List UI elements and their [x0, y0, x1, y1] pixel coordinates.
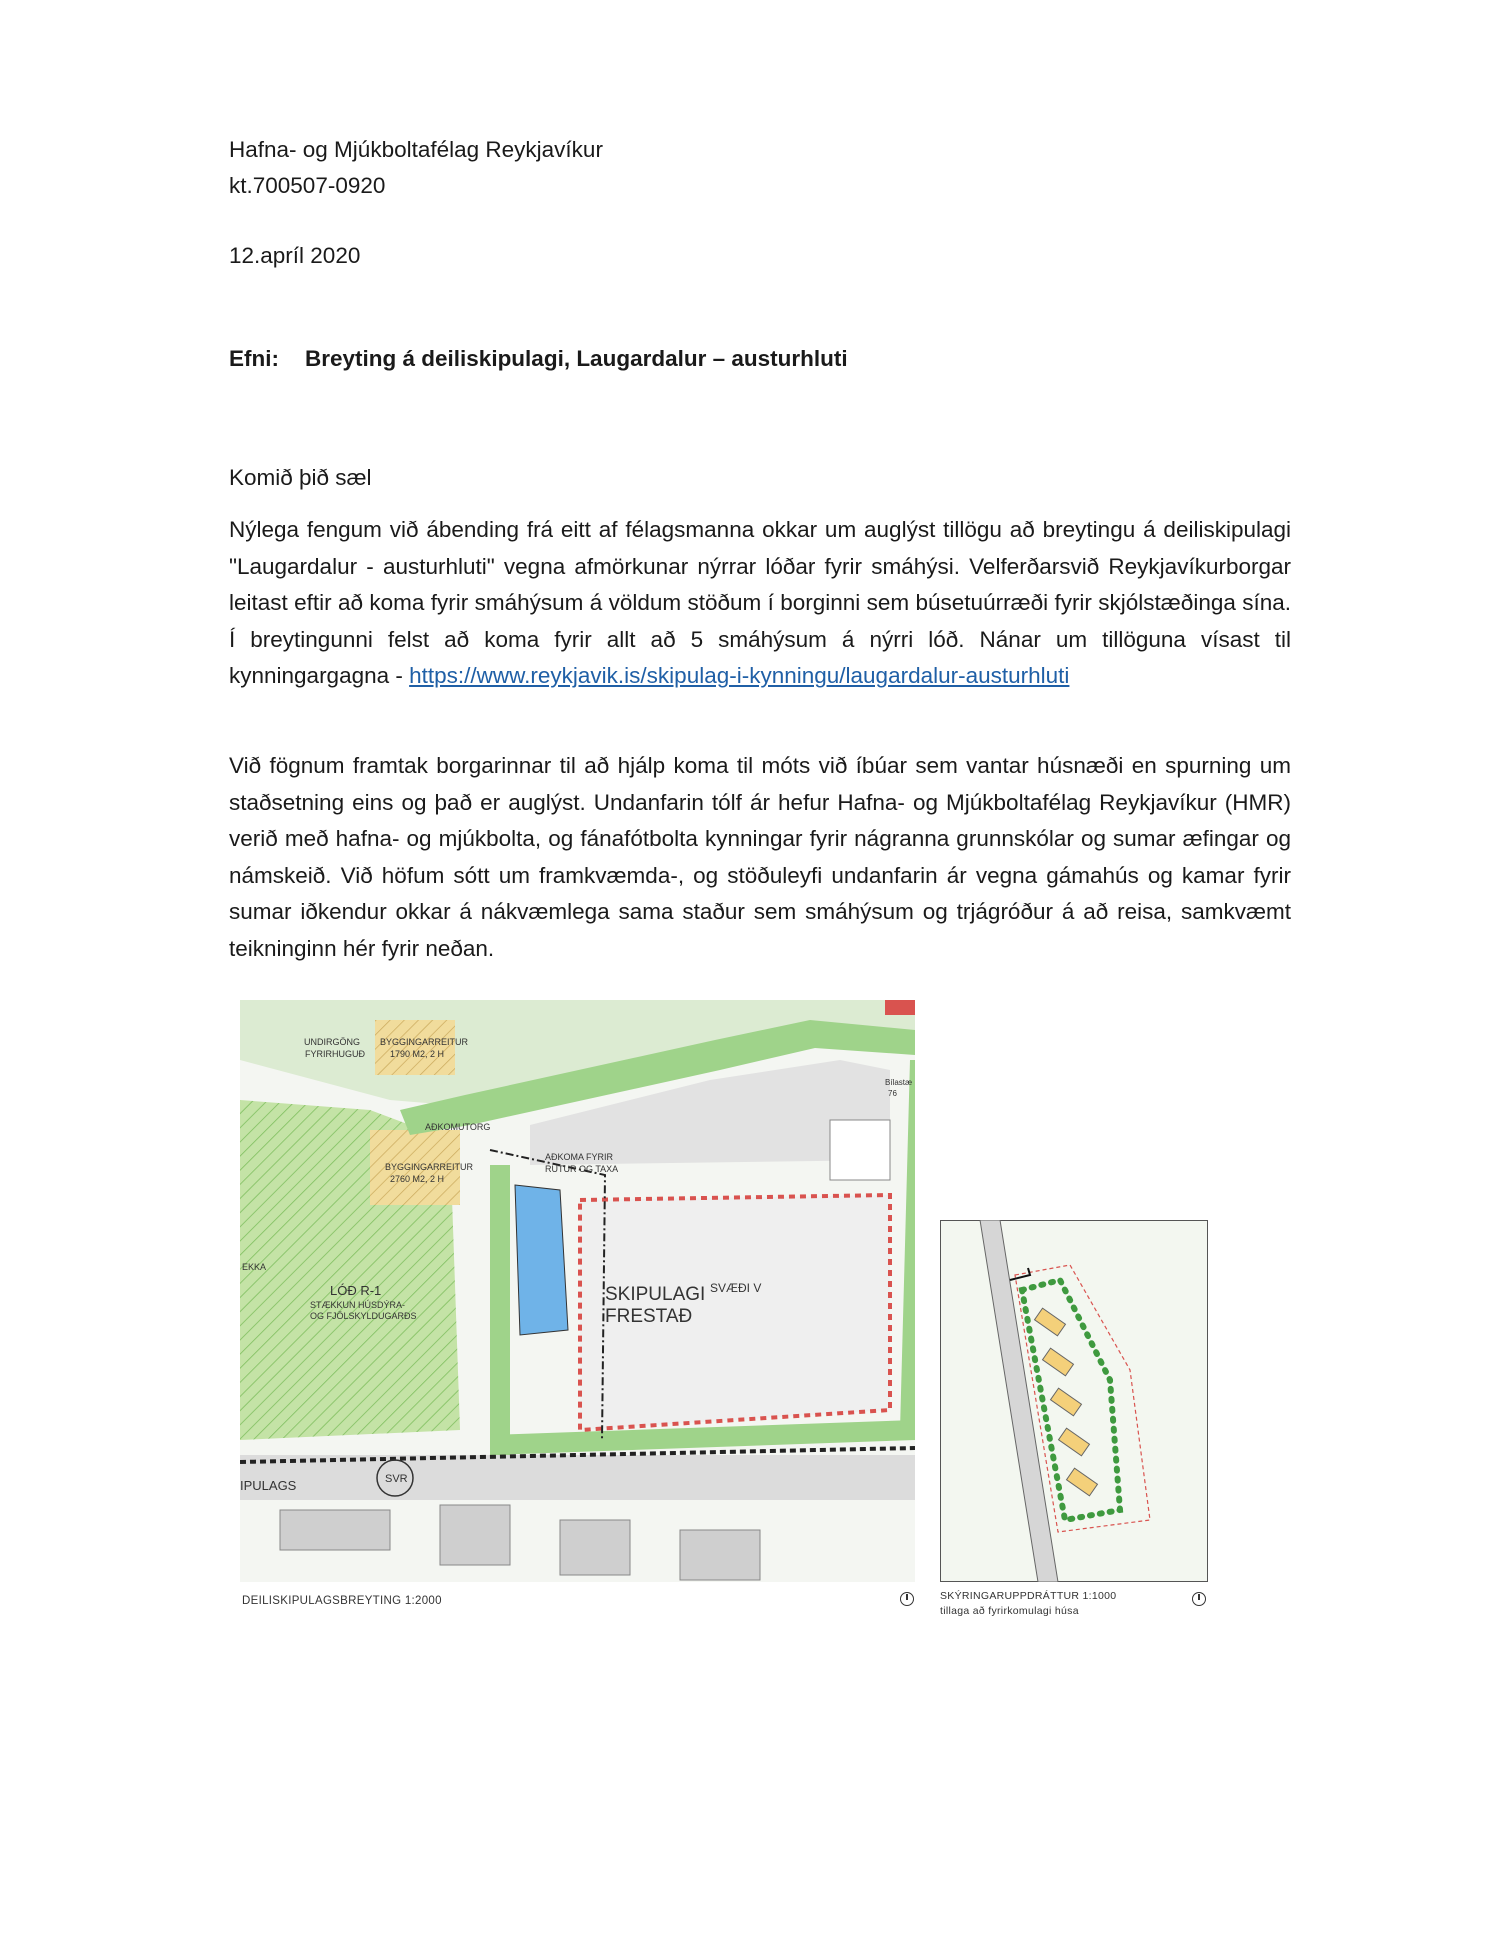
label-ekka: EKKA [242, 1262, 267, 1272]
north-arrow-icon [900, 1592, 914, 1606]
detail-north-arrow-icon [1192, 1592, 1206, 1606]
greeting: Komið þið sæl [229, 465, 372, 490]
sender-name: Hafna- og Mjúkboltafélag Reykjavíkur [229, 137, 603, 162]
label-adkomutorg: AÐKOMUTORG [425, 1122, 491, 1132]
building-south-1 [280, 1510, 390, 1550]
label-lod-sub2: OG FJÖLSKYLDUGARÐS [310, 1311, 417, 1321]
label-byggingarreitur-left: BYGGINGARREITUR [385, 1162, 474, 1172]
red-marker [885, 1000, 915, 1015]
sender-kt: kt.700507-0920 [229, 173, 386, 198]
building-south-4 [680, 1530, 760, 1580]
detail-map-caption-1: SKÝRINGARUPPDRÁTTUR 1:1000 [940, 1590, 1117, 1602]
subject-text: Breyting á deiliskipulagi, Laugardalur – austurhluti [305, 346, 848, 371]
detail-plan-map [940, 1220, 1208, 1582]
paragraph-1 [229, 512, 1291, 695]
main-plan-map [240, 1000, 915, 1582]
label-fyrirhugud: FYRIRHUGUÐ [305, 1049, 365, 1059]
label-svr: SVR [385, 1473, 408, 1485]
label-adkoma: AÐKOMA FYRIR [545, 1152, 614, 1162]
kynning-link[interactable]: https://www.reykjavik.is/skipulag-i-kynningu/laugardalur-austurhluti [409, 663, 1070, 689]
main-map-caption: DEILISKIPULAGSBREYTING 1:2000 [242, 1595, 442, 1607]
label-svaedi: SVÆÐI V [710, 1281, 762, 1295]
label-rutur: RÚTUR OG TAXA [545, 1164, 619, 1174]
parking-building [830, 1120, 890, 1180]
label-frestad: FRESTAÐ [605, 1306, 693, 1327]
paragraph-1-text: Nýlega fengum við ábending frá eitt af félagsmanna okkar um auglýst tillögu að breytingu á deiliskipulagi "Laugardalur - austurhluti" vegna afmörkunar nýrrar lóðar fyrir smáhýsi. Velferðarsvið Reykjavíkurborgar leitast eftir að koma fyrir smáhýsum á völdum stöðum í borginni sem búsetuúrræði fyrir skjólstæðinga sína. Í breytingunni felst að koma fyrir allt að 5 smáhýsum á nýrri lóð. Nánar um tillöguna vísast til kynningargagna - [229, 517, 1291, 689]
subject-label: Efni: [229, 346, 279, 371]
label-bilastaedi: Bílastæ [885, 1078, 913, 1087]
label-byggingarreitur-top: BYGGINGARREITUR [380, 1037, 469, 1047]
label-undirgong: UNDIRGÖNG [304, 1037, 360, 1047]
label-ipulags: IPULAGS [240, 1478, 297, 1493]
building-south-2 [440, 1505, 510, 1565]
label-area-top: 1790 M2, 2 H [390, 1049, 445, 1059]
label-number: 76 [888, 1089, 897, 1098]
label-skipulagi: SKIPULAGI [605, 1284, 706, 1305]
label-lod-sub1: STÆKKUN HÚSDÝRA- [310, 1300, 406, 1310]
paragraph-2: Við fögnum framtak borgarinnar til að hjálp koma til móts við íbúar sem vantar húsnæði en spurning um staðsetning eins og það er auglýst. Undanfarin tólf ár hefur Hafna- og Mjúkboltafélag Reykjavíkur (HMR) verið með hafna- og mjúkbolta, og fánafótbolta kynningar fyrir nágranna grunnskólar og sumar æfingar og námskeið. Við höfum sótt um framkvæmda-, og stöðuleyfi undanfarin ár vegna gámahús og kamar fyrir sumar iðkendur okkar á nákvæmlega sama staður sem smáhýsum og trjágróður á að reisa, samkvæmt teikninginn hér fyrir neðan. [229, 753, 1291, 961]
detail-map-caption-2: tillaga að fyrirkomulagi húsa [940, 1605, 1079, 1617]
label-lod: LÓÐ R-1 [330, 1283, 382, 1298]
building-field-top [375, 1020, 455, 1075]
label-area-left: 2760 M2, 2 H [390, 1174, 445, 1184]
water-pond [515, 1185, 568, 1335]
green-corridor-west [490, 1165, 510, 1455]
letter-date: 12.apríl 2020 [229, 243, 361, 268]
building-south-3 [560, 1520, 630, 1575]
subject-line [229, 346, 848, 372]
